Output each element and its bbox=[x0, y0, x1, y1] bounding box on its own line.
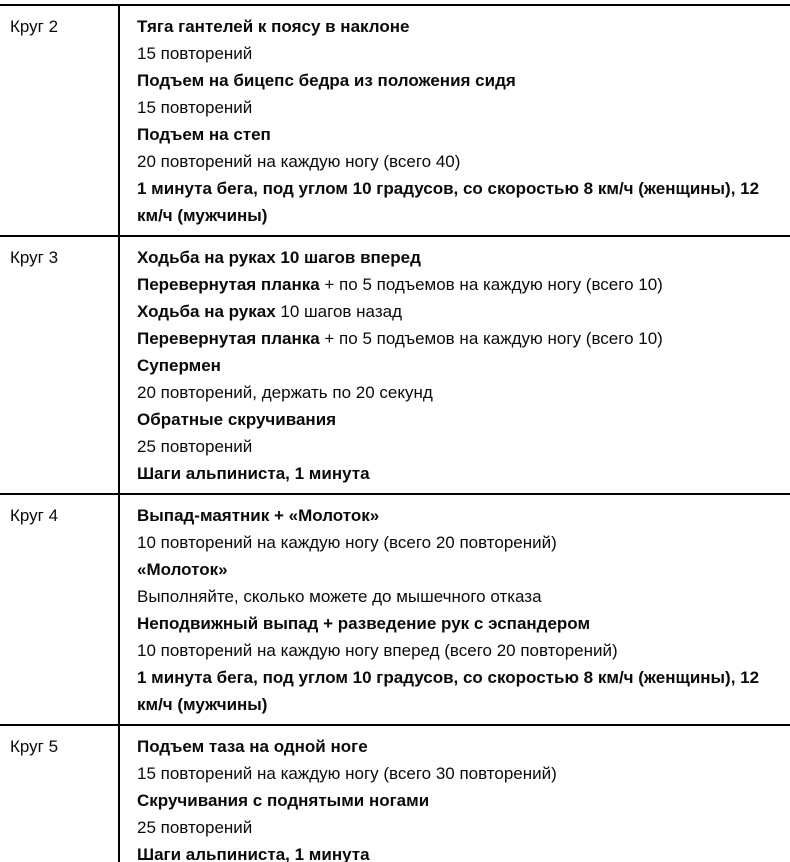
exercise-detail: 20 повторений, держать по 20 секунд bbox=[137, 383, 433, 402]
exercise-line bbox=[137, 40, 778, 67]
exercise-line bbox=[137, 814, 778, 841]
exercise-line bbox=[137, 94, 778, 121]
exercise-line bbox=[137, 148, 778, 175]
exercise-name: Ходьба на руках 10 шагов вперед bbox=[137, 248, 421, 267]
exercise-line bbox=[137, 460, 778, 487]
exercise-name: Перевернутая планка bbox=[137, 275, 320, 294]
exercise-line bbox=[137, 406, 778, 433]
table-row bbox=[0, 235, 790, 493]
exercise-name: Тяга гантелей к поясу в наклоне bbox=[137, 17, 410, 36]
exercise-detail: 10 шагов назад bbox=[275, 302, 402, 321]
exercise-line bbox=[137, 298, 778, 325]
exercise-line bbox=[137, 379, 778, 406]
exercise-line bbox=[137, 271, 778, 298]
circuit-label: Круг 2 bbox=[10, 17, 59, 36]
exercise-name: Подъем на бицепс бедра из положения сидя bbox=[137, 71, 516, 90]
exercise-line bbox=[137, 244, 778, 271]
workout-table bbox=[0, 4, 790, 862]
exercise-list bbox=[118, 6, 790, 235]
circuit-label: Круг 4 bbox=[10, 506, 59, 525]
exercise-name: Подъем таза на одной ноге bbox=[137, 737, 368, 756]
exercise-detail: 15 повторений bbox=[137, 44, 253, 63]
exercise-list bbox=[118, 495, 790, 724]
exercise-name: Шаги альпиниста, 1 минута bbox=[137, 464, 370, 483]
exercise-name: Шаги альпиниста, 1 минута bbox=[137, 845, 370, 862]
exercise-name: 1 минута бега, под углом 10 градусов, со скоростью 8 км/ч (женщины), 12 км/ч (мужчины) bbox=[137, 179, 760, 225]
exercise-detail: Выполняйте, сколько можете до мышечного отказа bbox=[137, 587, 542, 606]
exercise-name: Выпад-маятник + «Молоток» bbox=[137, 506, 380, 525]
exercise-name: Скручивания с поднятыми ногами bbox=[137, 791, 430, 810]
exercise-detail: 25 повторений bbox=[137, 437, 253, 456]
exercise-line bbox=[137, 121, 778, 148]
table-row bbox=[0, 493, 790, 724]
exercise-line bbox=[137, 325, 778, 352]
exercise-name: Подъем на степ bbox=[137, 125, 271, 144]
exercise-name: Супермен bbox=[137, 356, 221, 375]
exercise-line bbox=[137, 841, 778, 862]
exercise-line bbox=[137, 556, 778, 583]
table-row bbox=[0, 724, 790, 862]
exercise-line bbox=[137, 637, 778, 664]
exercise-line bbox=[137, 664, 778, 718]
exercise-name: 1 минута бега, под углом 10 градусов, со скоростью 8 км/ч (женщины), 12 км/ч (мужчины) bbox=[137, 668, 760, 714]
exercise-line bbox=[137, 433, 778, 460]
exercise-detail: 25 повторений bbox=[137, 818, 253, 837]
exercise-line bbox=[137, 760, 778, 787]
exercise-line bbox=[137, 787, 778, 814]
exercise-line bbox=[137, 175, 778, 229]
circuit-label: Круг 3 bbox=[10, 248, 59, 267]
exercise-detail: 10 повторений на каждую ногу вперед (всего 20 повторений) bbox=[137, 641, 618, 660]
exercise-line bbox=[137, 352, 778, 379]
exercise-detail: 15 повторений на каждую ногу (всего 30 повторений) bbox=[137, 764, 557, 783]
exercise-line bbox=[137, 610, 778, 637]
exercise-detail: 20 повторений на каждую ногу (всего 40) bbox=[137, 152, 461, 171]
exercise-detail: + по 5 подъемов на каждую ногу (всего 10) bbox=[319, 275, 663, 294]
exercise-line bbox=[137, 502, 778, 529]
exercise-name: «Молоток» bbox=[137, 560, 228, 579]
exercise-line bbox=[137, 67, 778, 94]
exercise-name: Ходьба на руках bbox=[137, 302, 276, 321]
exercise-detail: 15 повторений bbox=[137, 98, 253, 117]
exercise-list bbox=[118, 237, 790, 493]
exercise-name: Неподвижный выпад + разведение рук с эспандером bbox=[137, 614, 591, 633]
circuit-label: Круг 5 bbox=[10, 737, 59, 756]
exercise-detail: 10 повторений на каждую ногу (всего 20 повторений) bbox=[137, 533, 557, 552]
exercise-name: Обратные скручивания bbox=[137, 410, 337, 429]
exercise-line bbox=[137, 529, 778, 556]
exercise-name: Перевернутая планка bbox=[137, 329, 320, 348]
exercise-line bbox=[137, 733, 778, 760]
exercise-line bbox=[137, 13, 778, 40]
exercise-line bbox=[137, 583, 778, 610]
exercise-detail: + по 5 подъемов на каждую ногу (всего 10) bbox=[319, 329, 663, 348]
exercise-list bbox=[118, 726, 790, 862]
table-row bbox=[0, 4, 790, 235]
